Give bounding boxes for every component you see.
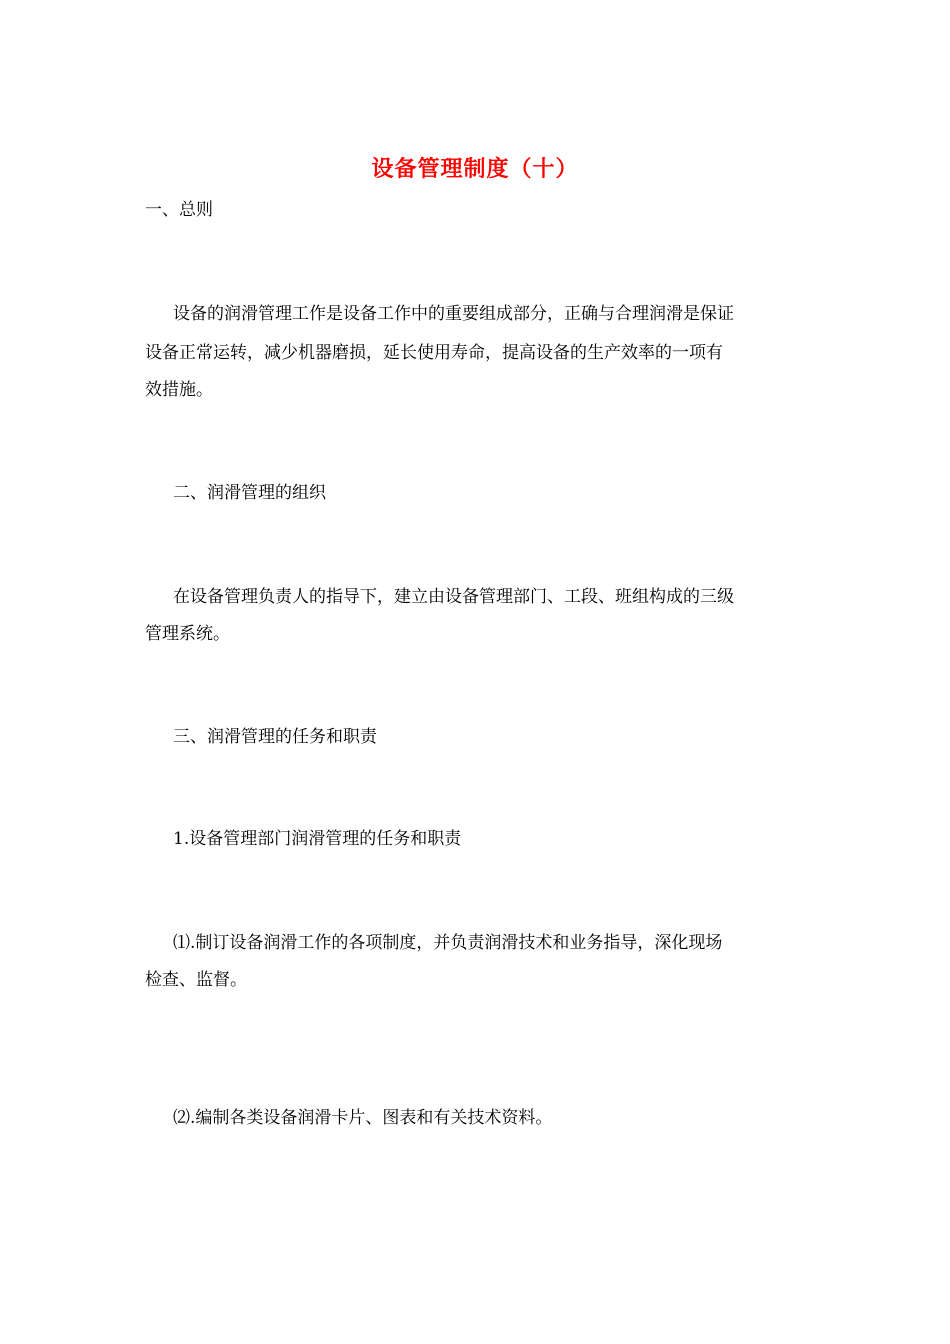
paragraph-organization-line-1: 在设备管理负责人的指导下，建立由设备管理部门、工段、班组构成的三级 <box>173 587 734 607</box>
list-item-1-line-1: ⑴.制订设备润滑工作的各项制度，并负责润滑技术和业务指导，深化现场 <box>173 933 723 953</box>
section-heading-general: 一、总则 <box>145 200 213 220</box>
subsection-heading-dept-duties: 1.设备管理部门润滑管理的任务和职责 <box>173 829 462 849</box>
section-heading-duties: 三、润滑管理的任务和职责 <box>173 727 377 747</box>
paragraph-general-line-2: 设备正常运转，减少机器磨损，延长使用寿命，提高设备的生产效率的一项有 <box>145 343 723 363</box>
section-heading-organization: 二、润滑管理的组织 <box>173 483 326 503</box>
list-item-1-line-2: 检查、监督。 <box>145 970 247 990</box>
paragraph-general-line-3: 效措施。 <box>145 380 213 400</box>
paragraph-organization-line-2: 管理系统。 <box>145 624 230 644</box>
document-title: 设备管理制度（十） <box>371 157 579 182</box>
list-item-2-line-1: ⑵.编制各类设备润滑卡片、图表和有关技术资料。 <box>173 1108 553 1128</box>
paragraph-general-line-1: 设备的润滑管理工作是设备工作中的重要组成部分，正确与合理润滑是保证 <box>173 304 734 324</box>
